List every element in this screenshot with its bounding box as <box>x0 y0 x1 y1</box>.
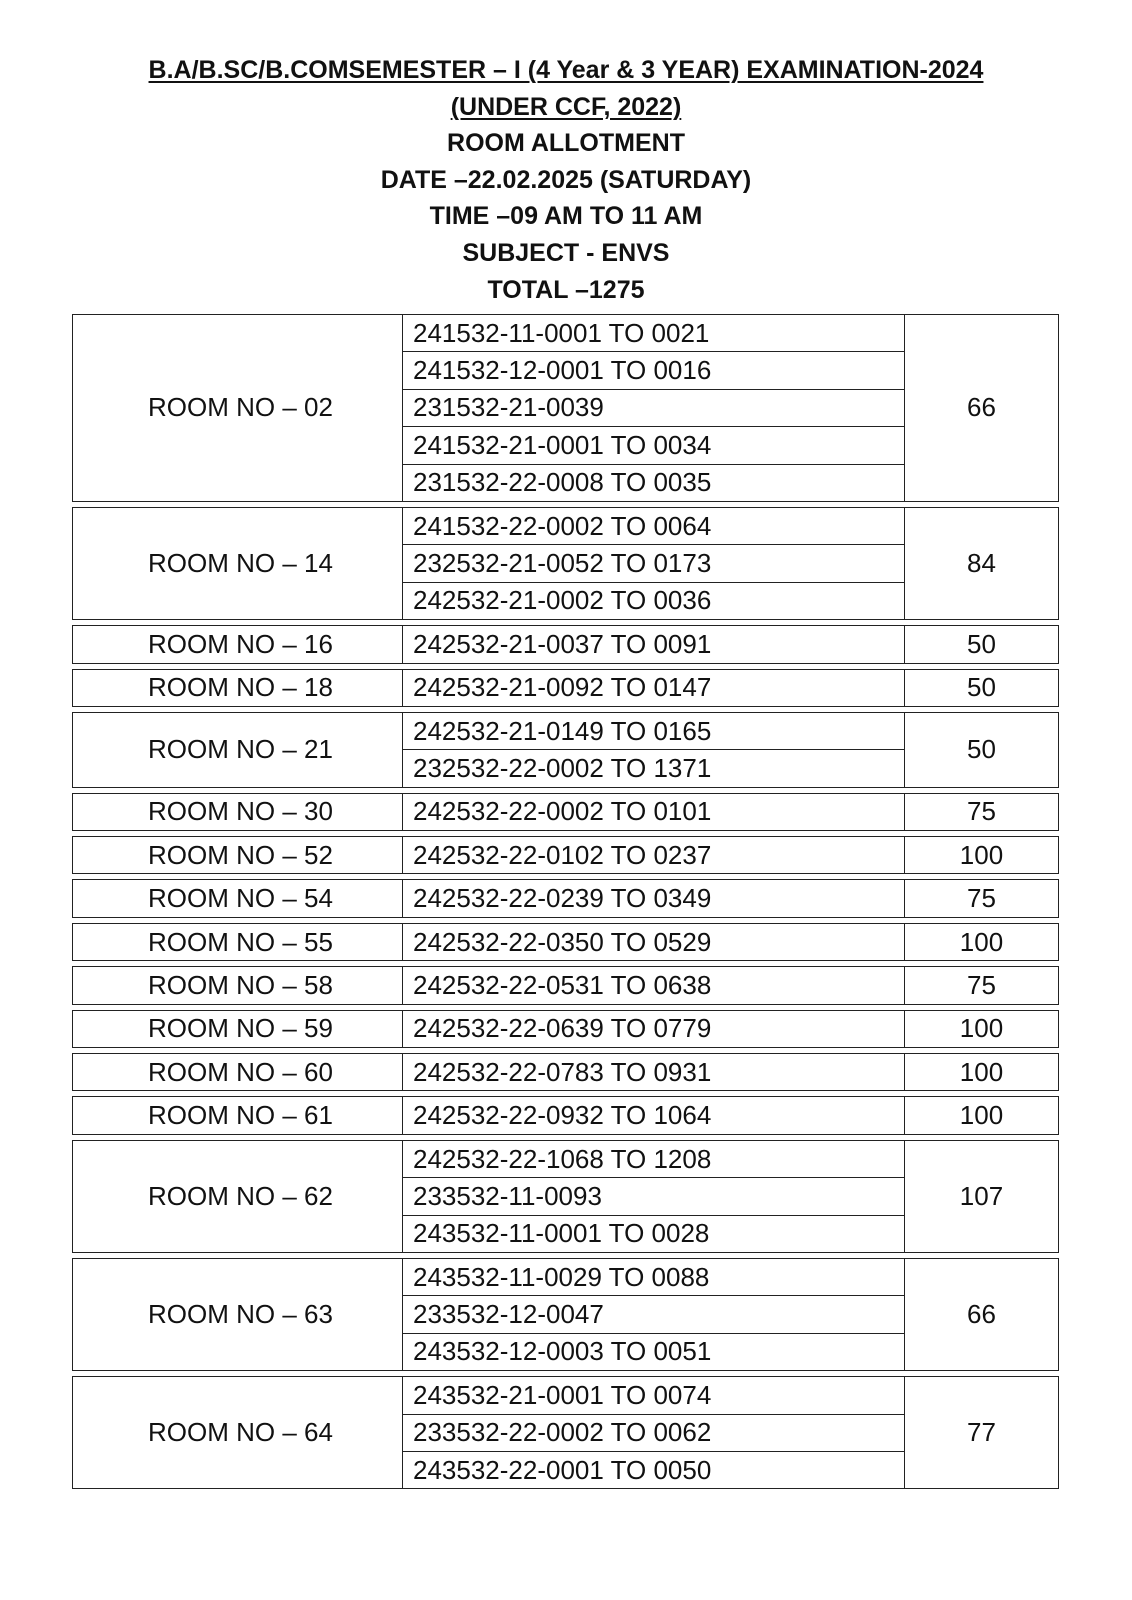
room-number-cell: ROOM NO – 59 <box>73 1010 403 1047</box>
table-row <box>73 315 1059 352</box>
roll-range-cell: 242532-21-0002 TO 0036 <box>403 582 905 619</box>
roll-range-cell: 242532-22-0531 TO 0638 <box>403 967 905 1004</box>
roll-range-cell: 241532-22-0002 TO 0064 <box>403 507 905 544</box>
student-count-cell: 75 <box>905 880 1059 917</box>
student-count-cell: 84 <box>905 507 1059 619</box>
room-number-cell: ROOM NO – 02 <box>73 315 403 502</box>
student-count-cell: 100 <box>905 837 1059 874</box>
page-title: ROOM ALLOTMENT <box>447 129 685 158</box>
roll-range-cell: 242532-22-0239 TO 0349 <box>403 880 905 917</box>
roll-range-cell: 232532-22-0002 TO 1371 <box>403 750 905 787</box>
exam-title: B.A/B.SC/B.COMSEMESTER – I (4 Year & 3 YEAR) EXAMINATION-2024 <box>148 56 984 84</box>
student-count-cell: 66 <box>905 315 1059 502</box>
roll-range-cell: 242532-21-0092 TO 0147 <box>403 669 905 706</box>
student-count-cell: 50 <box>905 626 1059 663</box>
exam-subtitle: (UNDER CCF, 2022) <box>450 92 682 121</box>
roll-range-cell: 241532-21-0001 TO 0034 <box>403 427 905 464</box>
exam-time: TIME –09 AM TO 11 AM <box>429 202 703 231</box>
roll-range-cell: 241532-11-0001 TO 0021 <box>403 315 905 352</box>
student-count-cell: 100 <box>905 1054 1059 1091</box>
roll-range-cell: 242532-21-0149 TO 0165 <box>403 712 905 749</box>
table-row <box>73 1140 1059 1177</box>
room-allotment-table <box>72 314 1059 1489</box>
roll-range-cell: 242532-22-0639 TO 0779 <box>403 1010 905 1047</box>
student-count-cell: 66 <box>905 1258 1059 1370</box>
roll-range-cell: 243532-12-0003 TO 0051 <box>403 1333 905 1370</box>
roll-range-cell: 231532-22-0008 TO 0035 <box>403 464 905 501</box>
room-number-cell: ROOM NO – 30 <box>73 793 403 830</box>
student-count-cell: 50 <box>905 712 1059 787</box>
room-number-cell: ROOM NO – 52 <box>73 837 403 874</box>
room-number-cell: ROOM NO – 21 <box>73 712 403 787</box>
room-number-cell: ROOM NO – 60 <box>73 1054 403 1091</box>
table-row <box>73 507 1059 544</box>
roll-range-cell: 242532-22-0932 TO 1064 <box>403 1097 905 1134</box>
roll-range-cell: 242532-21-0037 TO 0091 <box>403 626 905 663</box>
student-count-cell: 100 <box>905 1097 1059 1134</box>
room-number-cell: ROOM NO – 55 <box>73 923 403 960</box>
room-number-cell: ROOM NO – 18 <box>73 669 403 706</box>
room-number-cell: ROOM NO – 58 <box>73 967 403 1004</box>
student-count-cell: 107 <box>905 1140 1059 1252</box>
room-number-cell: ROOM NO – 54 <box>73 880 403 917</box>
roll-range-cell: 243532-22-0001 TO 0050 <box>403 1451 905 1488</box>
room-number-cell: ROOM NO – 63 <box>73 1258 403 1370</box>
roll-range-cell: 242532-22-0002 TO 0101 <box>403 793 905 830</box>
roll-range-cell: 242532-22-0783 TO 0931 <box>403 1054 905 1091</box>
table-row <box>73 1258 1059 1295</box>
document-heading <box>0 52 1132 308</box>
roll-range-cell: 242532-22-0102 TO 0237 <box>403 837 905 874</box>
exam-date: DATE –22.02.2025 (SATURDAY) <box>380 165 752 194</box>
student-count-cell: 75 <box>905 967 1059 1004</box>
exam-subject: SUBJECT - ENVS <box>462 238 670 267</box>
roll-range-cell: 243532-21-0001 TO 0074 <box>403 1377 905 1414</box>
roll-range-cell: 233532-12-0047 <box>403 1296 905 1333</box>
student-count-cell: 50 <box>905 669 1059 706</box>
student-count-cell: 100 <box>905 1010 1059 1047</box>
table-row <box>73 1377 1059 1414</box>
student-count-cell: 77 <box>905 1377 1059 1489</box>
table-row <box>73 1054 1059 1091</box>
table-row <box>73 626 1059 663</box>
room-number-cell: ROOM NO – 64 <box>73 1377 403 1489</box>
table-row <box>73 669 1059 706</box>
roll-range-cell: 233532-22-0002 TO 0062 <box>403 1414 905 1451</box>
room-number-cell: ROOM NO – 16 <box>73 626 403 663</box>
table-row <box>73 880 1059 917</box>
table-row <box>73 837 1059 874</box>
roll-range-cell: 242532-22-0350 TO 0529 <box>403 923 905 960</box>
table-row <box>73 967 1059 1004</box>
table-row <box>73 1097 1059 1134</box>
table-row <box>73 793 1059 830</box>
total-count: TOTAL –1275 <box>487 275 645 304</box>
room-number-cell: ROOM NO – 14 <box>73 507 403 619</box>
roll-range-cell: 233532-11-0093 <box>403 1178 905 1215</box>
roll-range-cell: 232532-21-0052 TO 0173 <box>403 545 905 582</box>
roll-range-cell: 243532-11-0029 TO 0088 <box>403 1258 905 1295</box>
roll-range-cell: 242532-22-1068 TO 1208 <box>403 1140 905 1177</box>
room-number-cell: ROOM NO – 62 <box>73 1140 403 1252</box>
room-number-cell: ROOM NO – 61 <box>73 1097 403 1134</box>
roll-range-cell: 241532-12-0001 TO 0016 <box>403 352 905 389</box>
table-row <box>73 923 1059 960</box>
table-row <box>73 1010 1059 1047</box>
roll-range-cell: 243532-11-0001 TO 0028 <box>403 1215 905 1252</box>
roll-range-cell: 231532-21-0039 <box>403 389 905 426</box>
table-row <box>73 712 1059 749</box>
student-count-cell: 100 <box>905 923 1059 960</box>
student-count-cell: 75 <box>905 793 1059 830</box>
